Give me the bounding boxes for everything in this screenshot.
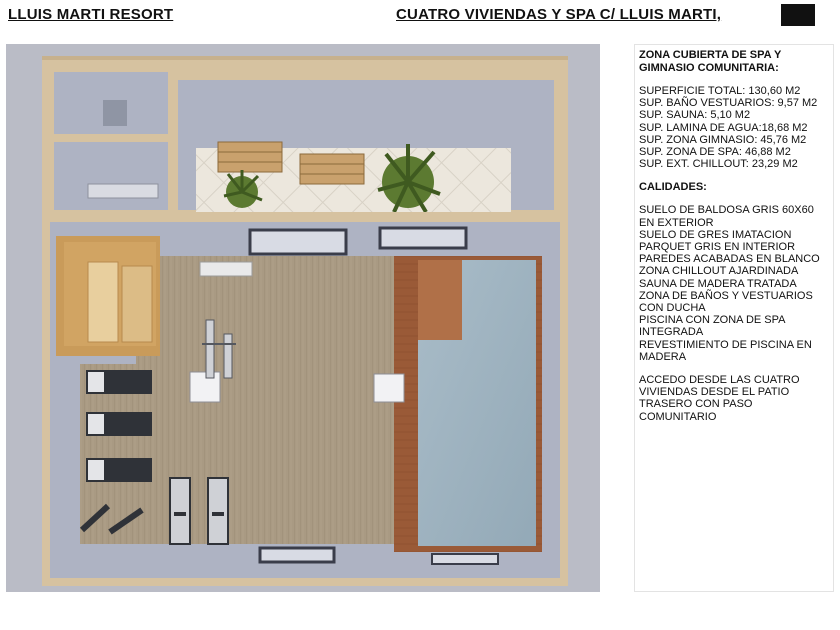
project-subtitle: CUATRO VIVIENDAS Y SPA C/ LLUIS MARTI, (396, 6, 722, 23)
quality-line: ZONA DE BAÑOS Y VESTUARIOS (639, 289, 813, 302)
qualities-list (639, 204, 829, 363)
spa-zone (418, 260, 462, 340)
heading-spa-zone: ZONA CUBIERTA DE SPA Y GIMNASIO COMUNITARIA: (639, 49, 782, 74)
area-list (639, 85, 829, 170)
treadmill-icon (86, 370, 152, 394)
area-line: SUP. SAUNA: 5,10 M2 (639, 109, 751, 122)
area-line: SUPERFICIE TOTAL: 130,60 M2 (639, 85, 801, 97)
quality-line: REVESTIMIENTO DE PISCINA EN (639, 338, 812, 351)
treadmill-icon (86, 412, 152, 436)
bench-icon (300, 154, 364, 184)
quality-line: ZONA CHILLOUT AJARDINADA (639, 265, 799, 278)
access-line: ACCEDO DESDE LAS CUATRO (639, 374, 800, 387)
washbasin (88, 184, 158, 198)
bathroom-2 (54, 142, 168, 210)
access-line: VIVIENDAS DESDE EL PATIO (639, 386, 790, 399)
quality-line: PAREDES ACABADAS EN BLANCO (639, 253, 820, 266)
access-line: COMUNITARIO (639, 410, 717, 423)
column (190, 372, 220, 402)
treadmill-icon (86, 458, 152, 482)
window (250, 230, 346, 254)
area-line: SUP. LAMINA DE AGUA:18,68 M2 (639, 121, 808, 134)
window (380, 228, 466, 248)
area-line: SUP. ZONA GIMNASIO: 45,76 M2 (639, 133, 807, 146)
access-line: TRASERO CON PASO (639, 398, 753, 411)
quality-line: SAUNA DE MADERA TRATADA (639, 277, 797, 290)
quality-line: PARQUET GRIS EN INTERIOR (639, 241, 796, 254)
quality-line: MADERA (639, 350, 687, 363)
floor-plan-render (6, 44, 600, 592)
quality-line: PISCINA CON ZONA DE SPA (639, 314, 786, 327)
quality-line: INTEGRADA (639, 326, 704, 339)
quality-line: EN EXTERIOR (639, 216, 714, 229)
area-line: SUP. ZONA DE SPA: 46,88 M2 (639, 146, 791, 159)
area-line: SUP. EXT. CHILLOUT: 23,29 M2 (639, 158, 798, 171)
floor-plan-svg (6, 44, 600, 592)
project-title: LLUIS MARTI RESORT (8, 6, 174, 23)
info-panel (634, 44, 834, 592)
heading-qualities: CALIDADES: (639, 181, 707, 194)
access-text (639, 374, 829, 423)
redacted-box (781, 4, 815, 26)
bench-icon (218, 142, 282, 172)
column (374, 374, 404, 402)
quality-line: SUELO DE GRES IMATACION (639, 228, 792, 241)
area-line: SUP. BAÑO VESTUARIOS: 9,57 M2 (639, 97, 818, 110)
quality-line: CON DUCHA (639, 302, 706, 315)
quality-line: SUELO DE BALDOSA GRIS 60X60 (639, 204, 814, 217)
